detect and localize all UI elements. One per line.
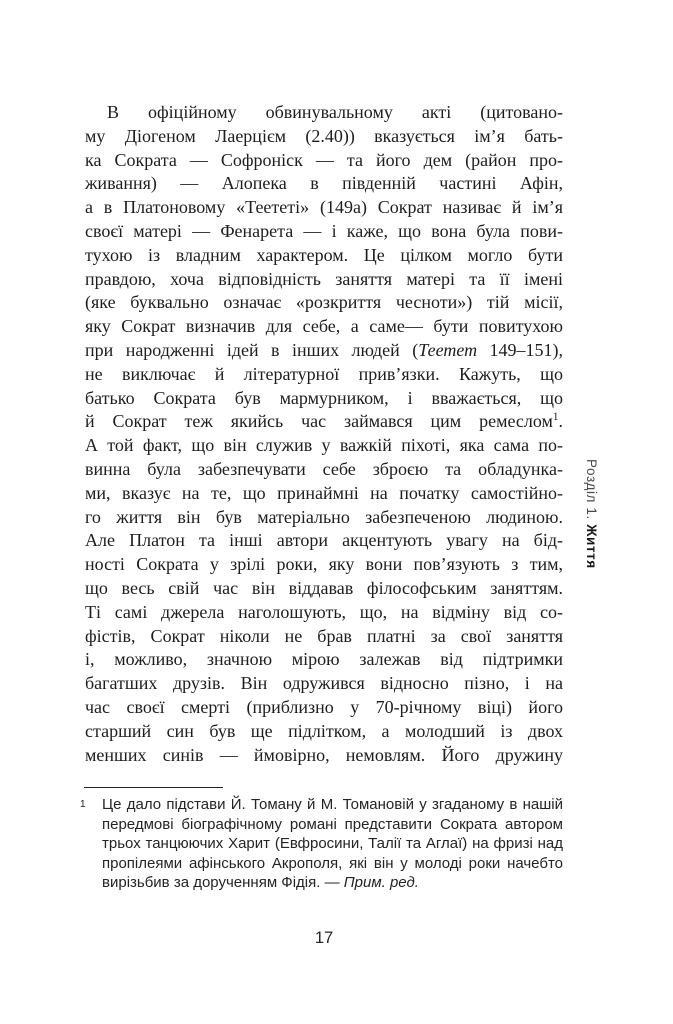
chapter-number-label: Розділ 1.: [584, 459, 599, 525]
text-line: Ті самі джерела наголошують, що, на відміну від со-: [85, 601, 563, 622]
text-line: й Сократ теж якийсь час займався цим ремеслом$^1$.: [85, 411, 563, 432]
text-line: правдою, хоча відповідність заняття матері та її імені: [85, 268, 563, 289]
text-line: Це дало підстави Й. Томану й М. Томановій у згаданому в нашій: [102, 796, 563, 813]
footnote: [80, 795, 563, 893]
footnote-marker: 1: [80, 799, 86, 810]
footnote-text: [85, 795, 563, 893]
chapter-title-label: Життя: [584, 524, 599, 569]
text-line: що весь свій час він віддавав філософським заняттям.: [85, 577, 563, 598]
text-line: час своєї смерті (приблизно у 70-річному віці) його: [85, 696, 563, 717]
text-line: му Діогеном Лаерцієм (2.40)) вказується ім’я бать-: [85, 125, 563, 146]
chapter-running-head: [584, 459, 599, 569]
text-line: а в Платоновому «Теететі» (149а) Сократ називає й ім’я: [85, 197, 563, 218]
text-line: трьох танцюючих Харит (Евфросини, Талії та Аглаї) на фризі над: [102, 835, 563, 853]
text-line: менших синів — ймовірно, немовлям. Його дружину: [85, 744, 563, 765]
text-line: своєї матері — Фенарета — і каже, що вона була пови-: [85, 220, 563, 241]
body-paragraph: [85, 101, 563, 767]
text-line: при народженні ідей в інших людей (Теетет 149–151),: [85, 339, 563, 360]
text-line: не виключає й літературної прив’язки. Кажуть, що: [85, 363, 563, 384]
text-line: яку Сократ визначив для себе, а саме— бути повитухою: [85, 316, 563, 337]
footnote-divider: [84, 787, 223, 788]
text-line: фістів, Сократ ніколи не брав платні за свої заняття: [85, 625, 563, 646]
text-line: передмові біографічному романі представити Сократа автором: [102, 815, 563, 833]
text-line: винна була забезпечувати себе зброєю та обладунка-: [85, 458, 563, 479]
text-line: ності Сократа у зрілі роки, яку вони пов’язують з тим,: [85, 554, 563, 575]
text-line: (яке буквально означає «розкриття чесноти») тій місії,: [85, 292, 563, 313]
text-line: тухою із владним характером. Це цілком могло бути: [85, 244, 563, 265]
text-line: пропілеями афінського Акрополя, які він у молоді роки начебто: [102, 854, 563, 872]
text-line: Але Платон та інші автори акцентують увагу на бід-: [85, 530, 563, 551]
text-line: і, можливо, значною мірою залежав від підтримки: [85, 649, 563, 670]
text-line: батько Сократа був мармурником, і вважається, що: [85, 387, 563, 408]
text-line: го життя він був матеріально забезпеченою людиною.: [85, 506, 563, 527]
text-line: живання) — Алопека в південній частині Афін,: [85, 173, 563, 194]
text-line: багатших друзів. Він одружився відносно пізно, і на: [85, 673, 563, 694]
page-number: 17: [314, 929, 334, 947]
text-line: В офіційному обвинувальному акті (цитовано-: [107, 102, 563, 122]
text-line: ми, вказує на те, що принаймні на початку самостійно-: [85, 482, 563, 503]
text-line: вирізьбив за дорученням Фідія. — Прим. ред.: [102, 874, 419, 892]
text-line: А той факт, що він служив у важкій піхоті, яка сама по-: [85, 435, 563, 456]
text-line: старший син був ще підлітком, а молодший із двох: [85, 720, 563, 741]
text-line: ка Сократа — Софроніск — та його дем (район про-: [85, 149, 563, 170]
